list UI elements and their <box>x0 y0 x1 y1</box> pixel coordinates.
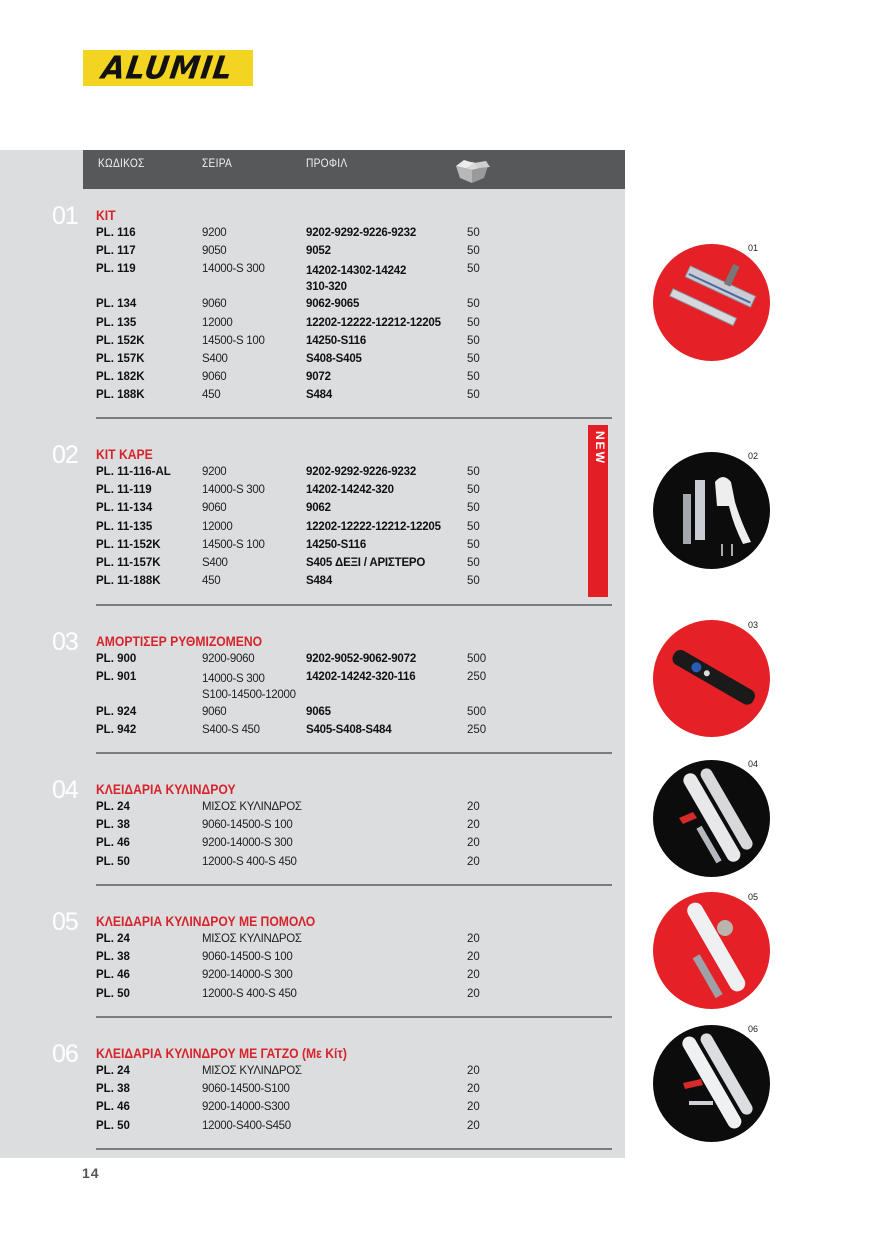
product-image-cylinder-lock-knob <box>653 892 770 1009</box>
product-series: ΜΙΣΟΣ ΚΥΛΙΝΔΡΟΣ <box>202 801 302 813</box>
product-qty: 50 <box>467 389 480 402</box>
product-qty: 50 <box>467 371 480 384</box>
product-code: PL. 152K <box>96 334 145 347</box>
product-profile: 9202-9292-9226-9232 <box>306 466 417 478</box>
product-code: PL. 11-134 <box>96 502 153 515</box>
product-code: PL. 24 <box>96 801 130 813</box>
table-row <box>96 263 596 298</box>
product-qty: 250 <box>467 671 487 684</box>
new-badge-text: NEW <box>593 431 607 465</box>
table-row <box>96 484 596 502</box>
product-qty: 20 <box>467 801 480 813</box>
product-qty: 500 <box>467 706 487 719</box>
cylinder-lock-icon <box>653 760 770 877</box>
product-qty: 500 <box>467 653 487 665</box>
product-code: PL. 50 <box>96 987 130 1000</box>
thumb-label: 06 <box>748 1024 759 1034</box>
product-code: PL. 188K <box>96 389 145 402</box>
product-series: 9060-14500-S100 <box>202 1083 290 1096</box>
window-handle-icon <box>653 452 770 569</box>
product-image-damper <box>653 620 770 737</box>
table-row <box>96 969 596 987</box>
table-row <box>96 466 596 484</box>
header-series: ΣΕΙΡΑ <box>202 156 233 170</box>
product-series: 9060 <box>202 298 227 311</box>
table-row <box>96 1065 596 1083</box>
product-profile: 9062-9065 <box>306 298 360 311</box>
product-series: 9060-14500-S 100 <box>202 951 293 964</box>
section-number: 05 <box>52 908 78 936</box>
product-profile: S405 ΔΕΞΙ / ΑΡΙΣΤΕΡΟ <box>306 556 426 569</box>
table-row <box>96 801 596 819</box>
product-code: PL. 11-116-AL <box>96 466 171 478</box>
series-line-2: S100-14500-12000 <box>202 689 296 702</box>
product-series: S400 <box>202 352 228 365</box>
table-row <box>96 671 596 706</box>
product-series: 450 <box>202 575 221 588</box>
product-image-kit <box>653 244 770 361</box>
product-rows <box>96 227 596 408</box>
product-profile: 9072 <box>306 371 331 384</box>
product-code: PL. 50 <box>96 855 130 868</box>
product-code: PL. 116 <box>96 227 136 239</box>
product-series: 14000-S 300 <box>202 484 265 497</box>
lock-hook-icon <box>653 1025 770 1142</box>
table-row <box>96 856 596 874</box>
header-profile: ΠΡΟΦΙΛ <box>306 156 348 170</box>
profile-line-1: 14202-14302-14242 <box>306 265 407 278</box>
product-profile: 14250-S116 <box>306 538 367 551</box>
product-profile: S405-S408-S484 <box>306 724 392 737</box>
header-code: ΚΩΔΙΚΟΣ <box>98 156 145 170</box>
product-rows <box>96 933 596 1006</box>
product-code: PL. 46 <box>96 969 130 982</box>
product-code: PL. 157K <box>96 352 145 365</box>
product-series: 9060 <box>202 502 227 515</box>
product-series: 12000-S 400-S 450 <box>202 855 297 868</box>
table-row <box>96 335 596 353</box>
product-series: 9200-9060 <box>202 653 255 665</box>
new-badge <box>588 425 608 597</box>
product-code: PL. 182K <box>96 371 145 384</box>
product-code: PL. 11-157K <box>96 556 161 569</box>
product-series: 9200-14000-S300 <box>202 1101 290 1114</box>
product-qty: 20 <box>467 1119 480 1132</box>
section-title: ΚΛΕΙΔΑΡΙΑ ΚΥΛΙΝΔΡΟΥ ΜΕ ΓΑΤΖΟ (Με Κίτ) <box>96 1046 347 1061</box>
product-rows <box>96 653 596 743</box>
product-series: 9200 <box>202 466 227 478</box>
product-profile: 9052 <box>306 245 331 258</box>
table-row <box>96 575 596 593</box>
product-code: PL. 11-119 <box>96 484 152 497</box>
product-profile: 14250-S116 <box>306 334 367 347</box>
product-series: 450 <box>202 389 221 402</box>
product-profile: 9202-9052-9062-9072 <box>306 653 417 665</box>
profile-line-2: 310-320 <box>306 281 347 294</box>
product-code: PL. 50 <box>96 1119 130 1132</box>
product-series <box>202 671 296 703</box>
table-row <box>96 706 596 724</box>
product-qty: 20 <box>467 1083 480 1096</box>
section-divider <box>96 604 612 606</box>
product-qty: 50 <box>467 502 480 515</box>
product-code: PL. 900 <box>96 653 137 665</box>
product-qty: 50 <box>467 316 480 329</box>
product-qty: 50 <box>467 334 480 347</box>
product-profile: S408-S405 <box>306 352 362 365</box>
box-icon <box>452 158 492 184</box>
damper-icon <box>653 620 770 737</box>
table-row <box>96 988 596 1006</box>
table-row <box>96 1120 596 1138</box>
product-qty: 250 <box>467 724 487 737</box>
product-qty: 20 <box>467 819 480 832</box>
section-number: 04 <box>52 776 78 804</box>
product-profile <box>306 263 406 295</box>
table-row <box>96 502 596 520</box>
product-qty: 50 <box>467 466 480 478</box>
product-series: 12000 <box>202 316 233 329</box>
product-rows <box>96 466 596 593</box>
product-code: PL. 901 <box>96 671 137 684</box>
product-qty: 20 <box>467 837 480 850</box>
thumb-label: 04 <box>748 759 759 769</box>
product-code: PL. 11-135 <box>96 520 153 533</box>
product-series: 9200-14000-S 300 <box>202 837 293 850</box>
product-series: ΜΙΣΟΣ ΚΥΛΙΝΔΡΟΣ <box>202 933 302 945</box>
logo-text: ALUMIL <box>99 49 237 87</box>
table-row <box>96 298 596 316</box>
section-title: ΚΛΕΙΔΑΡΙΑ ΚΥΛΙΝΔΡΟΥ <box>96 782 236 797</box>
product-profile: 9062 <box>306 502 331 515</box>
table-row <box>96 837 596 855</box>
table-row <box>96 521 596 539</box>
product-image-kit-kare <box>653 452 770 569</box>
product-series: 14500-S 100 <box>202 538 265 551</box>
product-series: 12000-S400-S450 <box>202 1119 291 1132</box>
product-profile: 12202-12222-12212-12205 <box>306 520 441 533</box>
product-code: PL. 11-188K <box>96 575 161 588</box>
product-qty: 50 <box>467 520 480 533</box>
table-row <box>96 653 596 671</box>
product-code: PL. 135 <box>96 316 137 329</box>
section-divider <box>96 884 612 886</box>
section-divider <box>96 1016 612 1018</box>
table-row <box>96 1083 596 1101</box>
product-qty: 50 <box>467 227 480 239</box>
thumb-label: 03 <box>748 620 759 630</box>
product-series: 9050 <box>202 245 227 258</box>
product-profile: 9065 <box>306 706 331 719</box>
product-qty: 50 <box>467 263 480 276</box>
product-qty: 50 <box>467 298 480 311</box>
product-profile: 14202-14242-320 <box>306 484 394 497</box>
product-series: 9060 <box>202 706 227 719</box>
product-code: PL. 46 <box>96 1101 130 1114</box>
product-profile: 14202-14242-320-116 <box>306 671 416 684</box>
table-row <box>96 317 596 335</box>
table-header-bar <box>83 150 625 189</box>
section-divider <box>96 752 612 754</box>
product-qty: 50 <box>467 245 480 258</box>
product-qty: 50 <box>467 352 480 365</box>
product-series: 12000 <box>202 520 233 533</box>
table-row <box>96 933 596 951</box>
lock-knob-icon <box>653 892 770 1009</box>
table-row <box>96 371 596 389</box>
product-profile: S484 <box>306 389 333 402</box>
product-code: PL. 38 <box>96 951 130 964</box>
product-code: PL. 38 <box>96 1083 130 1096</box>
product-series: 9060-14500-S 100 <box>202 819 293 832</box>
product-series: 14500-S 100 <box>202 334 265 347</box>
table-row <box>96 539 596 557</box>
product-qty: 20 <box>467 951 480 964</box>
table-row <box>96 1101 596 1119</box>
product-series: 9200 <box>202 227 227 239</box>
section-divider <box>96 417 612 419</box>
section-divider <box>96 1148 612 1150</box>
product-qty: 50 <box>467 556 480 569</box>
section-number: 03 <box>52 628 78 656</box>
section-number: 06 <box>52 1040 78 1068</box>
kit-hardware-icon <box>653 244 770 361</box>
product-qty: 20 <box>467 933 480 945</box>
product-code: PL. 24 <box>96 1065 130 1077</box>
product-series: 9200-14000-S 300 <box>202 969 293 982</box>
thumb-label: 01 <box>748 243 759 253</box>
product-series: ΜΙΣΟΣ ΚΥΛΙΝΔΡΟΣ <box>202 1065 302 1077</box>
table-row <box>96 819 596 837</box>
product-qty: 50 <box>467 575 480 588</box>
product-profile: 12202-12222-12212-12205 <box>306 316 441 329</box>
product-series: 14000-S 300 <box>202 263 265 276</box>
table-row <box>96 353 596 371</box>
table-row <box>96 227 596 245</box>
product-code: PL. 11-152K <box>96 538 161 551</box>
section-title: ΚΛΕΙΔΑΡΙΑ ΚΥΛΙΝΔΡΟΥ ΜΕ ΠΟΜΟΛΟ <box>96 914 316 929</box>
product-qty: 50 <box>467 484 480 497</box>
page-number: 14 <box>82 1165 100 1181</box>
product-qty: 20 <box>467 969 480 982</box>
product-code: PL. 119 <box>96 263 136 276</box>
product-series: S400-S 450 <box>202 724 260 737</box>
product-series: S400 <box>202 556 228 569</box>
product-series: 12000-S 400-S 450 <box>202 987 297 1000</box>
product-series: 9060 <box>202 371 227 384</box>
product-code: PL. 38 <box>96 819 130 832</box>
table-row <box>96 389 596 407</box>
product-code: PL. 924 <box>96 706 137 719</box>
table-row <box>96 245 596 263</box>
product-rows <box>96 801 596 874</box>
product-qty: 50 <box>467 538 480 551</box>
series-line-1: 14000-S 300 <box>202 673 265 686</box>
section-number: 01 <box>52 202 78 230</box>
section-title: KIT KAPE <box>96 447 153 462</box>
thumb-label: 02 <box>748 451 759 461</box>
product-qty: 20 <box>467 987 480 1000</box>
thumb-label: 05 <box>748 892 759 902</box>
product-code: PL. 117 <box>96 245 136 258</box>
section-number: 02 <box>52 441 78 469</box>
product-image-cylinder-lock <box>653 760 770 877</box>
product-profile: 9202-9292-9226-9232 <box>306 227 417 239</box>
product-qty: 20 <box>467 1101 480 1114</box>
product-rows <box>96 1065 596 1138</box>
section-title: KIT <box>96 208 116 223</box>
product-code: PL. 46 <box>96 837 130 850</box>
section-title: ΑΜΟΡΤΙΣΕΡ ΡΥΘΜΙΖΟΜΕΝΟ <box>96 634 263 649</box>
product-code: PL. 942 <box>96 724 137 737</box>
product-profile: S484 <box>306 575 333 588</box>
product-code: PL. 134 <box>96 298 137 311</box>
alumil-logo <box>83 50 253 86</box>
table-row <box>96 724 596 742</box>
table-row <box>96 951 596 969</box>
product-image-cylinder-lock-hook <box>653 1025 770 1142</box>
product-qty: 20 <box>467 1065 480 1077</box>
table-row <box>96 557 596 575</box>
product-qty: 20 <box>467 855 480 868</box>
product-code: PL. 24 <box>96 933 130 945</box>
